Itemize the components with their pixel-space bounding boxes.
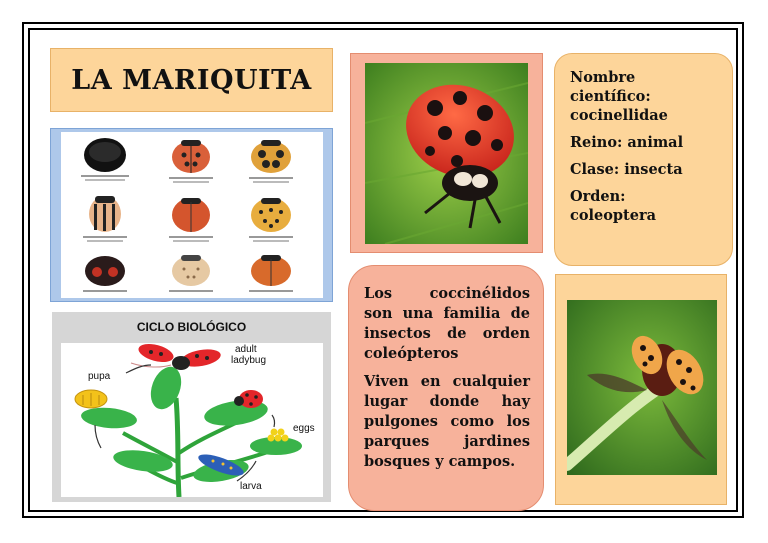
label-pupa: pupa [88, 371, 111, 382]
ladybug-leaf-photo [365, 63, 528, 244]
scientific-name: Nombre científico: cocinellidae [570, 69, 668, 124]
species-grid-image [61, 132, 323, 298]
ladybug-orange-plain-icon [249, 255, 293, 292]
ladybug-orange-black-icon [249, 140, 293, 183]
species-grid-panel [50, 128, 333, 302]
label-eggs: eggs [293, 423, 315, 434]
life-cycle-panel [52, 312, 331, 502]
page-title: LA MARIQUITA [71, 64, 312, 96]
ladybug-red-orange-icon [169, 198, 213, 242]
leaf-icon [145, 363, 186, 414]
description-paragraph-2: Viven en cualquier lugar donde hay pulgones como los parques jardines bosques y campos. [364, 373, 530, 470]
class-text: Clase: insecta [570, 161, 683, 178]
scientific-info-box [554, 53, 733, 266]
leaf-icon [112, 447, 174, 475]
label-larva: larva [240, 481, 262, 492]
ladybug-dark-red-icon [83, 256, 127, 292]
life-cycle-title: CICLO BIOLÓGICO [136, 320, 247, 334]
ladybug-black-icon [81, 138, 129, 181]
photo-frame-ladybug-leaf [350, 53, 543, 253]
title-box [50, 48, 333, 112]
kingdom-text: Reino: animal [570, 134, 684, 151]
eggs-icon [268, 429, 289, 442]
label-adult: adult [235, 344, 257, 355]
order-text: Orden: coleoptera [570, 188, 657, 224]
description-paragraph-1: Los coccinélidos son una familia de insectos de orden coleópteros [364, 285, 530, 362]
arrow-icon [272, 415, 275, 427]
label-ladybug: ladybug [231, 355, 267, 366]
photo-frame-ladybug-flying [555, 274, 727, 505]
ladybug-on-leaf-icon [234, 390, 263, 408]
ladybug-orange-spotted-icon [169, 140, 213, 183]
ladybug-yellow-spotted-icon [249, 198, 293, 242]
arrow-icon [126, 365, 151, 373]
description-box [348, 265, 544, 511]
life-cycle-diagram [61, 343, 323, 497]
ladybug-tan-icon [169, 255, 213, 292]
pupa-icon [75, 390, 107, 408]
ladybug-flying-photo [567, 300, 717, 475]
leaf-icon [80, 406, 138, 431]
arrow-icon [95, 425, 101, 448]
ladybug-striped-icon [83, 196, 127, 242]
